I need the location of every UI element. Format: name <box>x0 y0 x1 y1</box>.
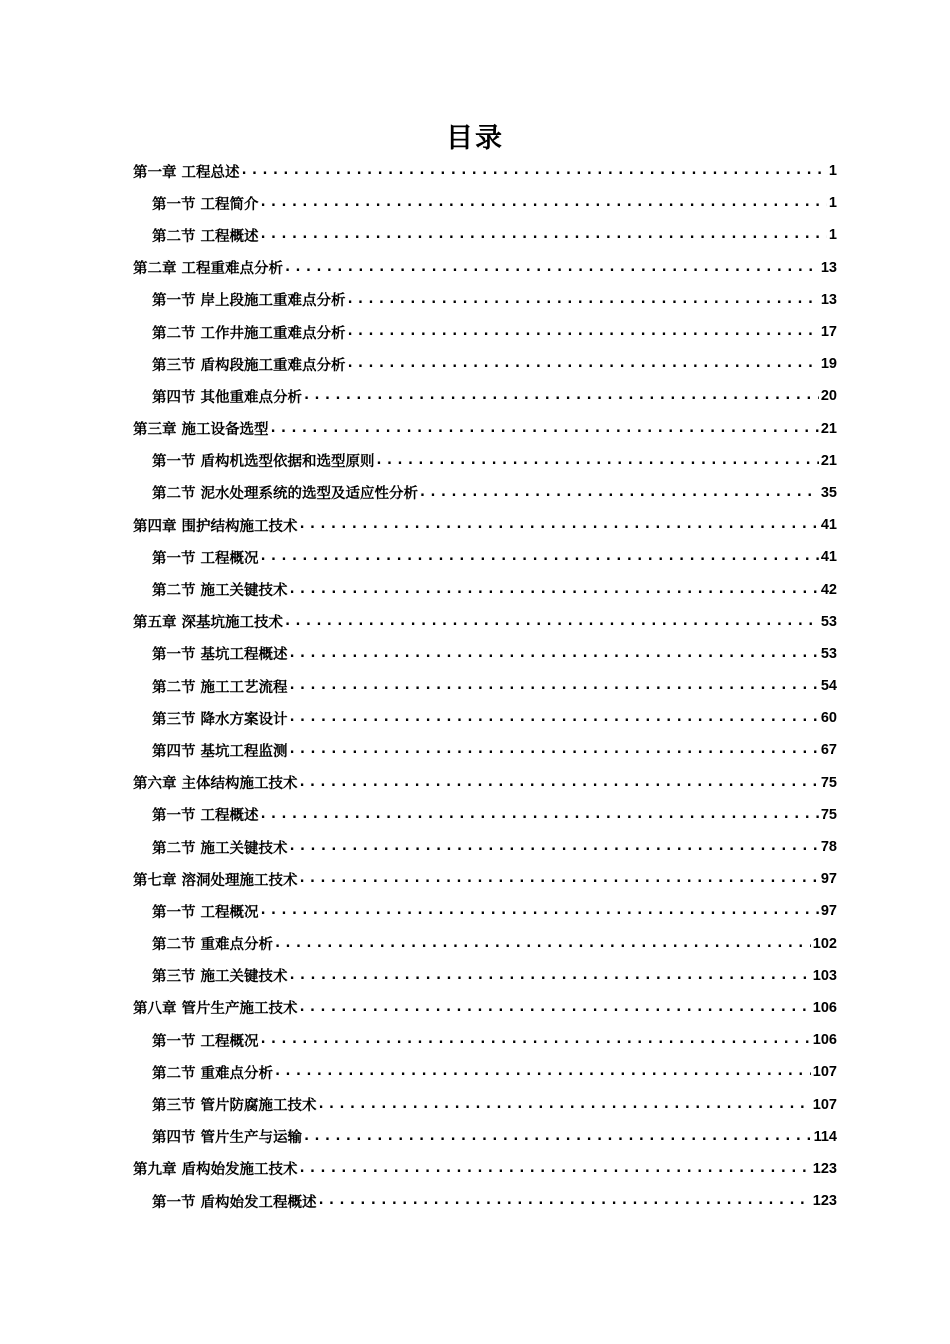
toc-dot-leader <box>300 870 819 888</box>
toc-page-number: 75 <box>820 774 837 791</box>
toc-entry-label: 第四章 围护结构施工技术 <box>133 518 298 535</box>
toc-page-number: 1 <box>828 195 837 212</box>
toc-page-number: 41 <box>820 517 837 534</box>
toc-page-number: 114 <box>813 1128 837 1145</box>
toc-entry-label: 第三章 施工设备选型 <box>133 422 269 439</box>
toc-dot-leader <box>261 548 819 566</box>
toc-entry-label: 第一节 工程概况 <box>152 550 259 567</box>
toc-page-number: 13 <box>820 259 837 276</box>
toc-dot-leader <box>319 1192 811 1210</box>
toc-entry-label: 第四节 其他重难点分析 <box>152 389 303 406</box>
page-title: 目录 <box>446 123 504 154</box>
toc-dot-leader <box>348 355 819 373</box>
toc-section-entry[interactable] <box>133 1088 837 1120</box>
toc-dot-leader <box>285 259 819 277</box>
toc-entry-label: 第二节 重难点分析 <box>152 937 274 954</box>
toc-section-entry[interactable] <box>133 1121 837 1153</box>
toc-section-entry[interactable] <box>133 831 837 863</box>
toc-page-number: 106 <box>812 999 837 1016</box>
toc-entry-label: 第二章 工程重难点分析 <box>133 261 284 278</box>
toc-dot-leader <box>261 194 827 212</box>
toc-entry-label: 第四节 管片生产与运输 <box>152 1130 303 1147</box>
toc-section-entry[interactable] <box>133 284 837 316</box>
toc-chapter-entry[interactable] <box>133 767 837 799</box>
toc-section-entry[interactable] <box>133 895 837 927</box>
toc-entry-label: 第六章 主体结构施工技术 <box>133 776 298 793</box>
toc-dot-leader <box>377 452 819 470</box>
toc-dot-leader <box>261 902 819 920</box>
toc-dot-leader <box>300 1160 811 1178</box>
toc-dot-leader <box>319 1096 811 1114</box>
toc-entry-label: 第三节 管片防腐施工技术 <box>152 1098 317 1115</box>
toc-page-number: 123 <box>812 1193 837 1210</box>
toc-dot-leader <box>271 420 819 438</box>
toc-chapter-entry[interactable] <box>133 252 837 284</box>
toc-page-number: 97 <box>820 871 837 888</box>
toc-section-entry[interactable] <box>133 638 837 670</box>
toc-dot-leader <box>290 677 819 695</box>
toc-entry-label: 第一节 工程概况 <box>152 1033 259 1050</box>
toc-dot-leader <box>304 1128 812 1146</box>
toc-dot-leader <box>290 709 819 727</box>
toc-entry-label: 第二节 泥水处理系统的选型及适应性分析 <box>152 486 419 503</box>
toc-page-number: 102 <box>812 935 837 952</box>
toc-entry-label: 第三节 降水方案设计 <box>152 711 288 728</box>
toc-page-number: 107 <box>812 1096 837 1113</box>
toc-section-entry[interactable] <box>133 670 837 702</box>
toc-page-number: 21 <box>820 452 837 469</box>
toc-page-number: 60 <box>820 710 837 727</box>
toc-page-number: 75 <box>820 806 837 823</box>
toc-section-entry[interactable] <box>133 1185 837 1217</box>
toc-section-entry[interactable] <box>133 799 837 831</box>
toc-chapter-entry[interactable] <box>133 509 837 541</box>
toc-dot-leader <box>275 1063 811 1081</box>
toc-entry-label: 第一节 基坑工程概述 <box>152 647 288 664</box>
toc-page-number: 21 <box>820 420 837 437</box>
toc-page-number: 123 <box>812 1160 837 1177</box>
toc-page-number: 67 <box>820 742 837 759</box>
toc-section-entry[interactable] <box>133 187 837 219</box>
toc-dot-leader <box>290 645 819 663</box>
toc-page-number: 54 <box>820 678 837 695</box>
toc-dot-leader <box>261 1031 811 1049</box>
toc-entry-label: 第一节 盾构机选型依据和选型原则 <box>152 454 375 471</box>
toc-entry-label: 第一节 工程简介 <box>152 196 259 213</box>
toc-dot-leader <box>242 162 827 180</box>
toc-dot-leader <box>285 613 819 631</box>
toc-dot-leader <box>304 387 819 405</box>
toc-page-number: 53 <box>820 613 837 630</box>
toc-entry-label: 第一节 盾构始发工程概述 <box>152 1194 317 1211</box>
toc-section-entry[interactable] <box>133 445 837 477</box>
toc-section-entry[interactable] <box>133 348 837 380</box>
toc-dot-leader <box>290 741 819 759</box>
toc-entry-label: 第八章 管片生产施工技术 <box>133 1001 298 1018</box>
toc-section-entry[interactable] <box>133 380 837 412</box>
toc-page-number: 78 <box>820 839 837 856</box>
toc-section-entry[interactable] <box>133 928 837 960</box>
toc-page-number: 13 <box>820 291 837 308</box>
toc-section-entry[interactable] <box>133 702 837 734</box>
toc-section-entry[interactable] <box>133 1024 837 1056</box>
toc-section-entry[interactable] <box>133 1056 837 1088</box>
toc-entry-label: 第一节 工程概况 <box>152 904 259 921</box>
toc-dot-leader <box>261 226 827 244</box>
toc-page-number: 106 <box>812 1032 837 1049</box>
toc-entry-label: 第二节 工作井施工重难点分析 <box>152 325 346 342</box>
toc-chapter-entry[interactable] <box>133 155 837 187</box>
toc-chapter-entry[interactable] <box>133 992 837 1024</box>
toc-entry-label: 第一节 岸上段施工重难点分析 <box>152 293 346 310</box>
toc-dot-leader <box>300 999 811 1017</box>
toc-entry-label: 第二节 施工工艺流程 <box>152 679 288 696</box>
toc-entry-label: 第一章 工程总述 <box>133 164 240 181</box>
toc-page-number: 19 <box>820 356 837 373</box>
toc-dot-leader <box>300 774 819 792</box>
toc-page-number: 1 <box>828 163 837 180</box>
toc-section-entry[interactable] <box>133 573 837 605</box>
toc-page-number: 20 <box>820 388 837 405</box>
toc-entry-label: 第七章 溶洞处理施工技术 <box>133 872 298 889</box>
toc-entry-label: 第二节 工程概述 <box>152 228 259 245</box>
toc-entry-label: 第三节 盾构段施工重难点分析 <box>152 357 346 374</box>
toc-dot-leader <box>261 806 819 824</box>
toc-dot-leader <box>275 935 811 953</box>
toc-section-entry[interactable] <box>133 477 837 509</box>
toc-dot-leader <box>348 291 819 309</box>
toc-dot-leader <box>420 484 819 502</box>
toc-entry-label: 第二节 施工关键技术 <box>152 583 288 600</box>
toc-entry-label: 第三节 施工关键技术 <box>152 969 288 986</box>
toc-page-number: 53 <box>820 645 837 662</box>
toc-chapter-entry[interactable] <box>133 606 837 638</box>
toc-entry-label: 第二节 施工关键技术 <box>152 840 288 857</box>
toc-entry-label: 第五章 深基坑施工技术 <box>133 615 284 632</box>
toc-page-number: 107 <box>812 1064 837 1081</box>
toc-page-number: 42 <box>820 581 837 598</box>
toc-page-number: 103 <box>812 967 837 984</box>
toc-page-number: 1 <box>828 227 837 244</box>
toc-section-entry[interactable] <box>133 734 837 766</box>
table-of-contents <box>133 155 837 1217</box>
toc-dot-leader <box>290 838 819 856</box>
toc-entry-label: 第二节 重难点分析 <box>152 1065 274 1082</box>
toc-chapter-entry[interactable] <box>133 1153 837 1185</box>
toc-chapter-entry[interactable] <box>133 863 837 895</box>
toc-page-number: 35 <box>820 484 837 501</box>
toc-dot-leader <box>348 323 819 341</box>
toc-page-number: 17 <box>820 324 837 341</box>
toc-chapter-entry[interactable] <box>133 413 837 445</box>
toc-section-entry[interactable] <box>133 541 837 573</box>
toc-entry-label: 第九章 盾构始发施工技术 <box>133 1162 298 1179</box>
toc-dot-leader <box>290 967 811 985</box>
toc-section-entry[interactable] <box>133 316 837 348</box>
toc-section-entry[interactable] <box>133 219 837 251</box>
toc-page-number: 41 <box>820 549 837 566</box>
toc-dot-leader <box>290 581 819 599</box>
toc-section-entry[interactable] <box>133 960 837 992</box>
toc-entry-label: 第一节 工程概述 <box>152 808 259 825</box>
toc-entry-label: 第四节 基坑工程监测 <box>152 743 288 760</box>
toc-dot-leader <box>300 516 819 534</box>
toc-page-number: 97 <box>820 903 837 920</box>
